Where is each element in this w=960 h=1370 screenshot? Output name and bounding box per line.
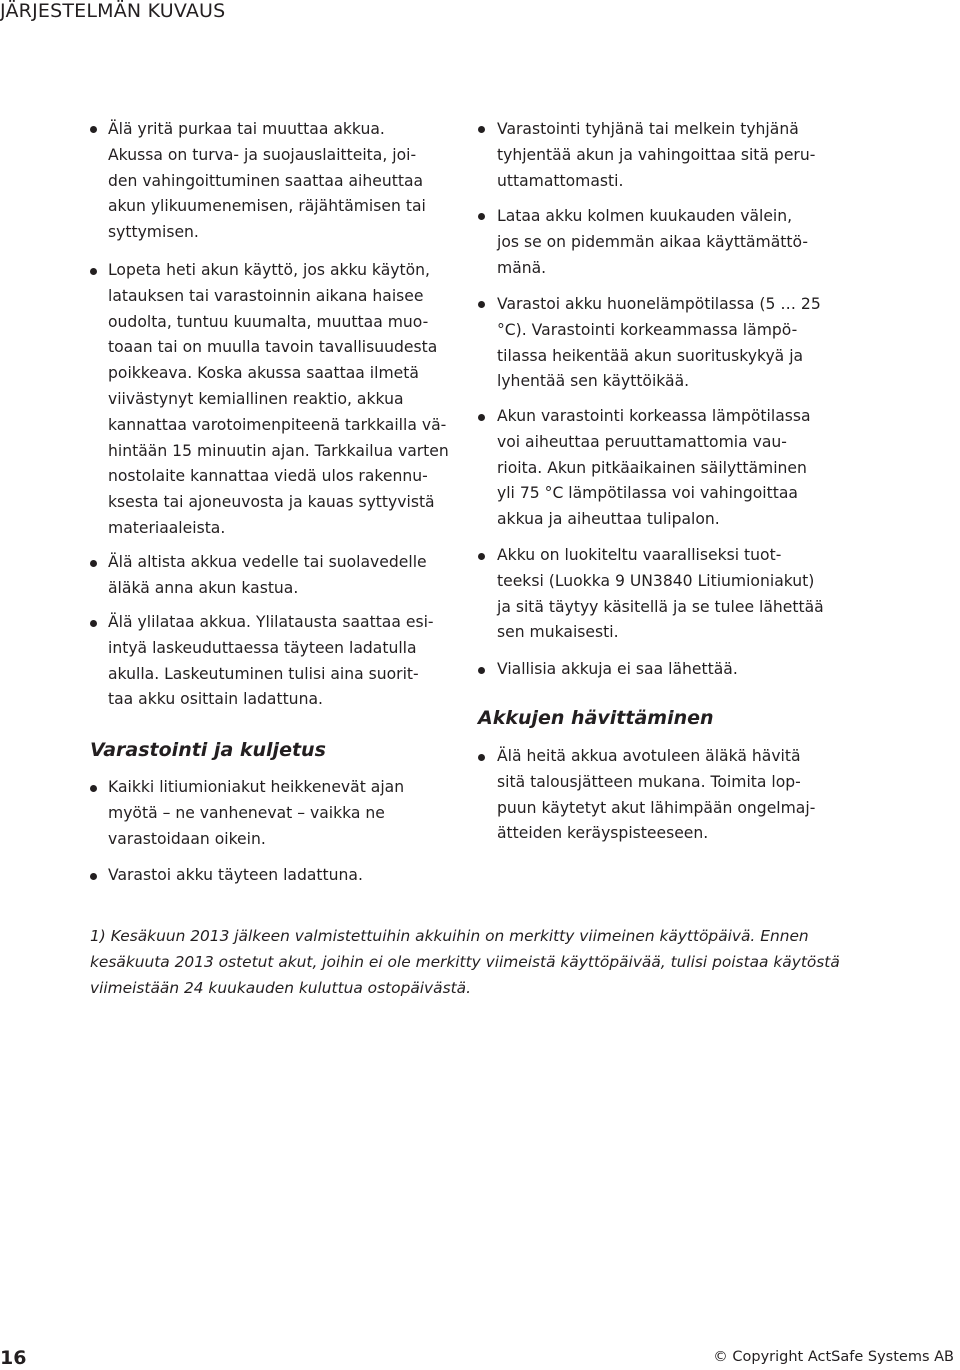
list-item: Lataa akku kolmen kuukauden välein, jos se on pidemmän aikaa käyttämättö- mänä. <box>497 207 808 277</box>
list-item: Älä altista akkua vedelle tai suolavedelle äläkä anna akun kastua. <box>108 553 427 597</box>
list-item: Älä heitä akkua avotuleen äläkä hävitä sitä talousjätteen mukana. Toimita lop- puun käytetyt akut lähimpään ongelmaj- ätteiden keräyspisteeseen. <box>497 747 816 843</box>
bullet-icon <box>478 414 485 421</box>
list-item: Varastoi akku huonelämpötilassa (5 … 25 °C). Varastointi korkeammassa lämpö- tilassa heikentää akun suorituskykyä ja lyhentää sen käyttöikää. <box>497 295 821 391</box>
list-item: Viallisia akkuja ei saa lähettää. <box>497 660 738 678</box>
bullet-icon <box>478 667 485 674</box>
bullet-icon <box>90 620 97 627</box>
section-heading-storage: Varastointi ja kuljetus <box>90 739 326 761</box>
bullet-icon <box>478 126 485 133</box>
bullet-icon <box>478 301 485 308</box>
list-item: Varastoi akku täyteen ladattuna. <box>108 866 363 884</box>
list-item: Kaikki litiumioniakut heikkenevät ajan myötä – ne vanhenevat – vaikka ne varastoidaan oikein. <box>108 778 405 848</box>
page-number: 16 <box>0 1347 27 1369</box>
list-item: Älä yritä purkaa tai muuttaa akkua. Akussa on turva- ja suojauslaitteita, joi- den vahingoittuminen saattaa aiheuttaa akun ylikuumenemisen, räjähtämisen tai syttymisen. <box>108 120 426 242</box>
list-item: Akku on luokiteltu vaaralliseksi tuot- teeksi (Luokka 9 UN3840 Litiumioniakut) ja sitä täytyy käsitellä ja se tulee lähettää sen mukaisesti. <box>497 546 824 642</box>
bullet-icon <box>478 213 485 220</box>
bullet-icon <box>90 785 97 792</box>
bullet-icon <box>90 560 97 567</box>
bullet-icon <box>478 553 485 560</box>
list-item: Älä ylilataa akkua. Ylilatausta saattaa esi- intyä laskeuduttaessa täyteen ladatulla akulla. Laskeutuminen tulisi aina suorit- taa akku osittain ladattuna. <box>108 613 434 709</box>
list-item: Varastointi tyhjänä tai melkein tyhjänä tyhjentää akun ja vahingoittaa sitä peru- uttamattomasti. <box>497 120 816 190</box>
copyright-notice: © Copyright ActSafe Systems AB <box>713 1349 954 1365</box>
bullet-icon <box>90 873 97 880</box>
list-item: Lopeta heti akun käyttö, jos akku käytön, latauksen tai varastoinnin aikana haisee oudolta, tuntuu kuumalta, muuttaa muo- toaan tai on muulla tavoin tavallisuudesta poikkeava. Koska akussa saattaa ilmetä viivästynyt kemiallinen reaktio, akkua kannattaa varotoimenpiteenä tarkkailla vä- hintään 15 minuutin ajan. Tarkkailua varten nostolaite kannattaa viedä ulos rakennu- ksesta tai ajoneuvosta ja kauas syttyvistä materiaaleista. <box>108 261 449 537</box>
section-heading-disposal: Akkujen hävittäminen <box>478 707 714 729</box>
bullet-icon <box>90 126 97 133</box>
list-item: Akun varastointi korkeassa lämpötilassa voi aiheuttaa peruuttamattomia vau- rioita. Akun pitkäaikainen säilyttäminen yli 75 °C lämpötilassa voi vahingoittaa akkua ja aiheuttaa tulipalon. <box>497 407 811 529</box>
bullet-icon <box>478 754 485 761</box>
bullet-icon <box>90 268 97 275</box>
footnote: 1) Kesäkuun 2013 jälkeen valmistettuihin akkuihin on merkitty viimeinen käyttöpäivä. Ennen kesäkuuta 2013 ostetut akut, joihin ei ole merkitty viimeistä käyttöpäivää, tulisi poistaa käytöstä viimeistään 24 kuukauden kuluttua ostopäivästä. <box>90 927 840 997</box>
section-title: JÄRJESTELMÄN KUVAUS <box>0 0 226 22</box>
